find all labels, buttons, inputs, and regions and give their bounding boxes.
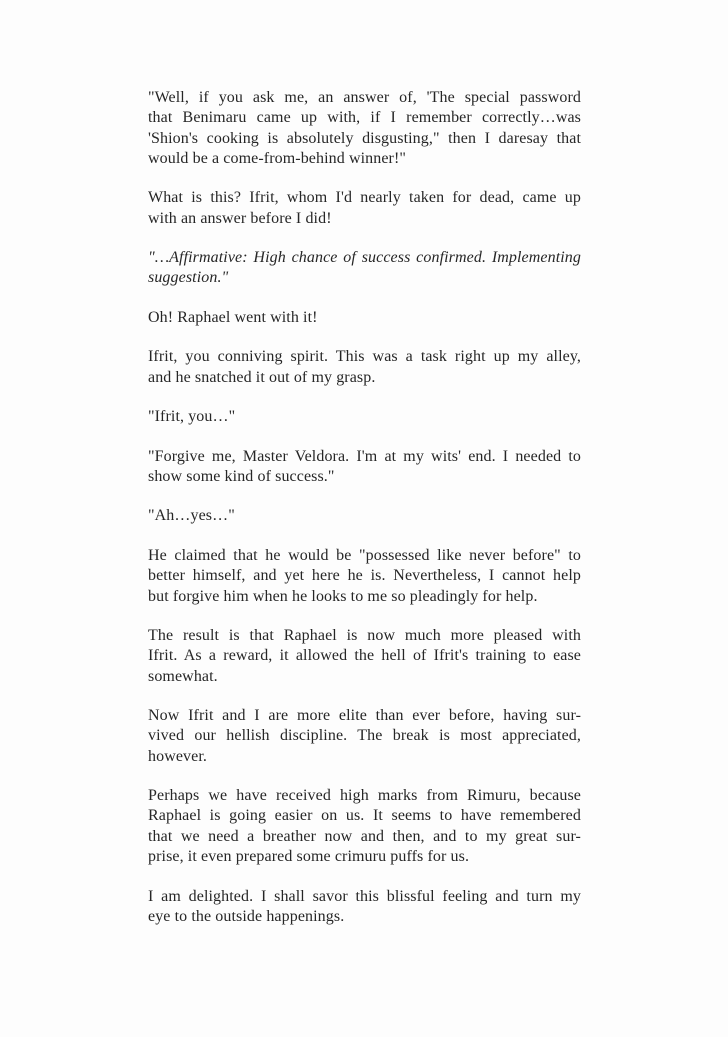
text-line: Raphael is going easier on us. It seems to have remembered: [148, 807, 581, 825]
text-line: show some kind of success.": [148, 467, 335, 485]
text-line: suggestion.": [148, 269, 229, 287]
paragraph: [148, 308, 581, 328]
text-line: with an answer before I did!: [148, 209, 332, 227]
paragraph: [148, 248, 581, 289]
text-line: "Ifrit, you…": [148, 408, 236, 426]
text-line: better himself, and yet here he is. Nevertheless, I cannot help: [148, 567, 581, 585]
text-line: "Well, if you ask me, an answer of, 'The special password: [148, 89, 581, 106]
text-line: Oh! Raphael went with it!: [148, 308, 318, 326]
paragraph: [148, 626, 581, 687]
paragraph: [148, 347, 581, 388]
text-line: He claimed that he would be "possessed like never before" to: [148, 546, 581, 564]
text-line: What is this? Ifrit, whom I'd nearly taken for dead, came up: [148, 189, 581, 207]
text-line: Ifrit, you conniving spirit. This was a task right up my alley,: [148, 348, 581, 366]
text-line: Perhaps we have received high marks from Rimuru, because: [148, 787, 581, 805]
paragraph: [148, 887, 581, 928]
text-line: would be a come-from-behind winner!": [148, 149, 407, 167]
page-text: [148, 88, 581, 927]
text-line: 'Shion's cooking is absolutely disgusting," then I daresay that: [148, 129, 581, 147]
paragraph: [148, 786, 581, 867]
text-line: somewhat.: [148, 667, 218, 685]
text-line: I am delighted. I shall savor this blissful feeling and turn my: [148, 887, 581, 905]
text-line: eye to the outside happenings.: [148, 907, 345, 925]
text-line: "Forgive me, Master Veldora. I'm at my wits' end. I needed to: [148, 447, 581, 465]
paragraph: [148, 407, 581, 427]
text-line: "Ah…yes…": [148, 507, 235, 525]
text-line: "…Affirmative: High chance of success confirmed. Implementing: [148, 249, 581, 267]
paragraph: [148, 188, 581, 229]
paragraph: [148, 447, 581, 488]
paragraph: [148, 88, 581, 169]
text-line: Ifrit. As a reward, it allowed the hell of Ifrit's training to ease: [148, 647, 581, 665]
text-line: that Benimaru came up with, if I remember correctly…was: [148, 109, 581, 127]
paragraph: [148, 506, 581, 526]
text-line: vived our hellish discipline. The break is most appreciated,: [148, 727, 581, 745]
text-line: however.: [148, 747, 208, 765]
paragraph: [148, 706, 581, 767]
text-line: The result is that Raphael is now much more pleased with: [148, 627, 581, 645]
text-line: but forgive him when he looks to me so pleadingly for help.: [148, 587, 538, 605]
text-line: and he snatched it out of my grasp.: [148, 368, 376, 386]
text-line: that we need a breather now and then, and to my great sur-: [148, 827, 581, 845]
paragraph: [148, 546, 581, 607]
text-line: Now Ifrit and I are more elite than ever before, having sur-: [148, 707, 581, 725]
text-line: prise, it even prepared some crimuru puffs for us.: [148, 848, 470, 866]
